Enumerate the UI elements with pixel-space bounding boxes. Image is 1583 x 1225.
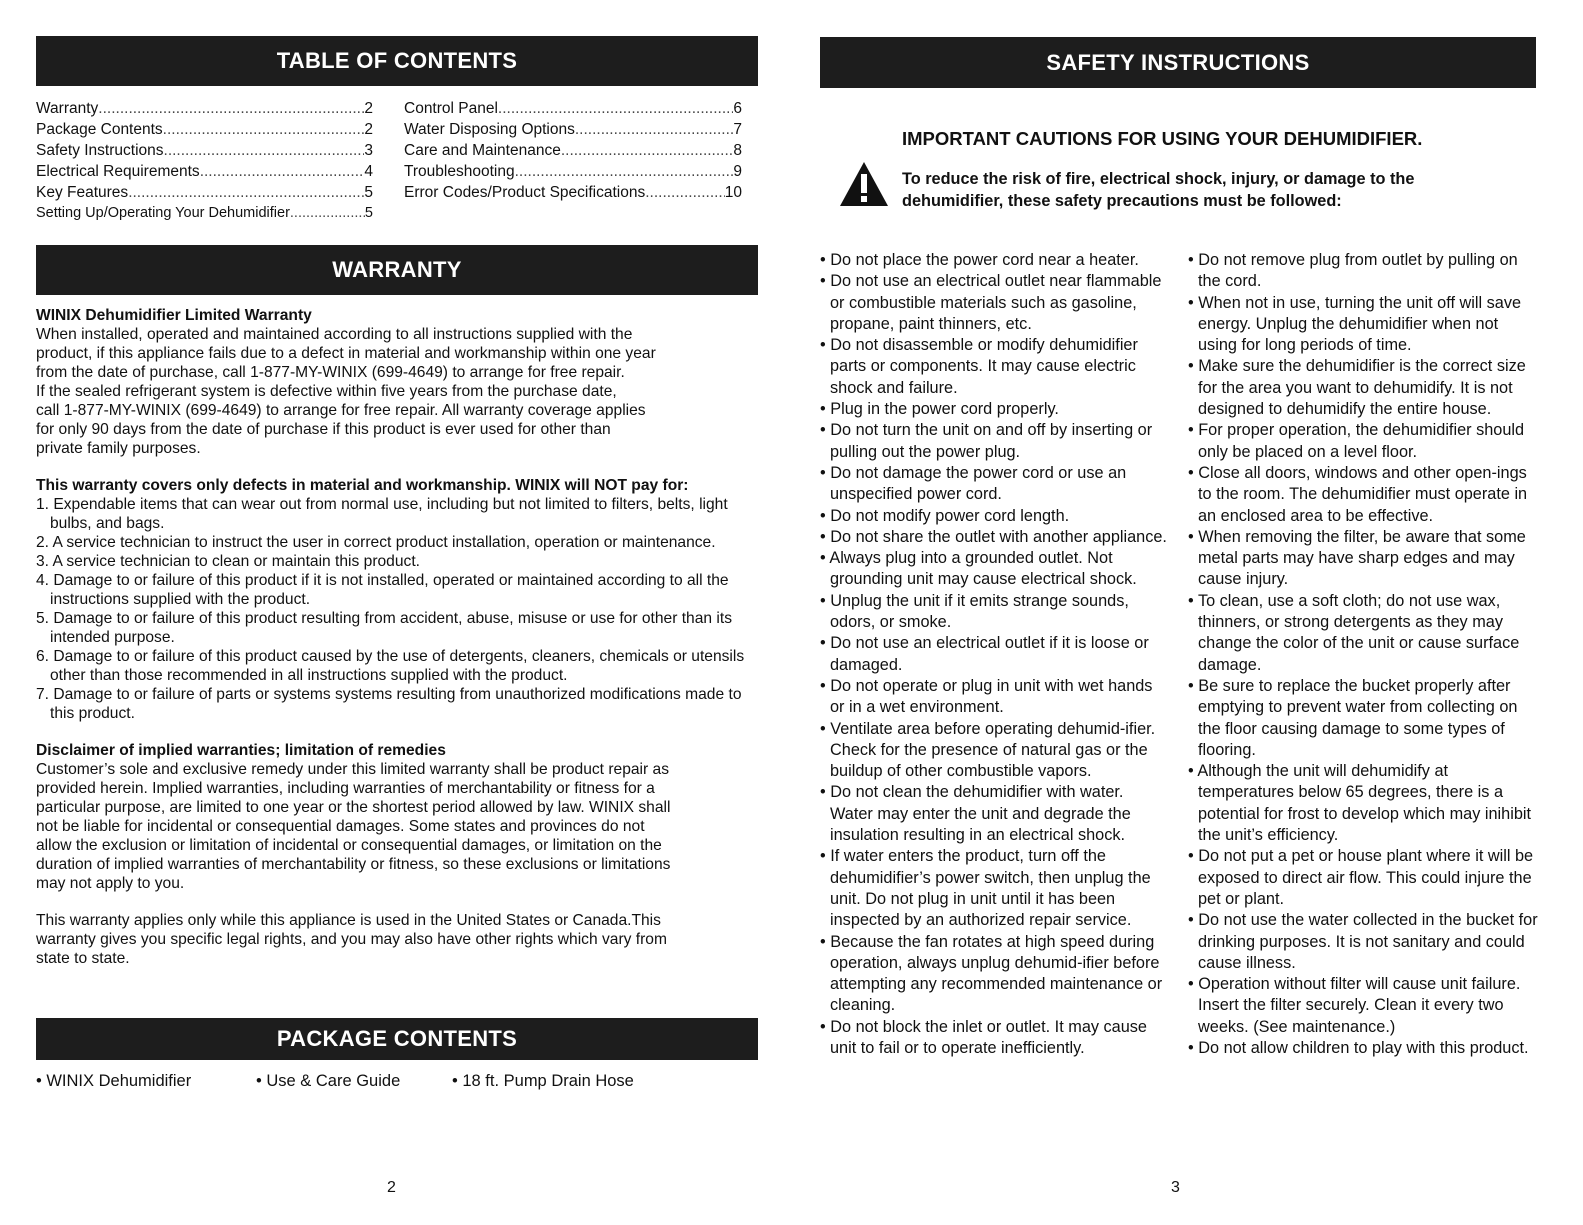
- safety-item: • To clean, use a soft cloth; do not use wax, thinners, or strong detergents as they may change the color of the unit or cause surface damage.: [1188, 591, 1538, 676]
- text-line: call 1-877-MY-WINIX (699-4649) to arrange for free repair. All warranty coverage applies: [36, 402, 646, 419]
- toc-entry-label: Warranty: [36, 100, 99, 117]
- safety-item: • Although the unit will dehumidify at temperatures below 65 degrees, there is a potential for frost to develop which may inihibit the unit’s efficiency.: [1188, 761, 1538, 846]
- safety-item: • Do not turn the unit on and off by inserting or pulling out the power plug.: [820, 420, 1170, 463]
- text-line: private family purposes.: [36, 440, 201, 457]
- toc-entry-page: 10: [724, 184, 742, 201]
- safety-item: • Be sure to replace the bucket properly after emptying to prevent water from collecting on the floor causing damage to some types of flooring.: [1188, 676, 1538, 761]
- safety-item: • Close all doors, windows and other open-ings to the room. The dehumidifier must operate in an enclosed area to be effective.: [1188, 463, 1538, 527]
- warranty-heading: WINIX Dehumidifier Limited Warranty: [36, 307, 312, 324]
- safety-item: • When not in use, turning the unit off will save energy. Unplug the dehumidifier when not using for long periods of time.: [1188, 293, 1538, 357]
- exclusion-item: 6. Damage to or failure of this product caused by the use of detergents, cleaners, chemicals or utensils other than those recommended in all instructions supplied with the product.: [36, 648, 745, 684]
- page-number: 3: [1171, 1179, 1180, 1196]
- text-line: This warranty applies only while this appliance is used in the United States or Canada.This: [36, 912, 661, 929]
- package-item: • 18 ft. Pump Drain Hose: [452, 1072, 634, 1090]
- exclusion-item: 4. Damage to or failure of this product if it is not installed, operated or maintained according to all the instructions supplied with the product.: [36, 572, 729, 608]
- text-line: particular purpose, are limited to one year or the shortest period allowed by law. WINIX shall: [36, 799, 671, 816]
- exclusion-item: 3. A service technician to clean or maintain this product.: [36, 553, 420, 570]
- toc-entry: [36, 140, 373, 161]
- safety-item: • Do not use an electrical outlet near flammable or combustible materials such as gasoline, propane, paint thinners, etc.: [820, 271, 1170, 335]
- covers-heading: This warranty covers only defects in material and workmanship. WINIX will NOT pay for:: [36, 477, 689, 494]
- warranty-paragraph: [36, 325, 758, 458]
- package-banner: PACKAGE CONTENTS: [36, 1018, 758, 1060]
- safety-item: • Do not clean the dehumidifier with water. Water may enter the unit and degrade the insulation resulting in an electrical shock.: [820, 782, 1170, 846]
- text-line: If the sealed refrigerant system is defective within five years from the purchase date,: [36, 383, 617, 400]
- package-item: • WINIX Dehumidifier: [36, 1072, 192, 1090]
- text-line: warranty gives you specific legal rights, and you may also have other rights which vary from: [36, 931, 667, 948]
- toc-entry-page: 5: [364, 205, 373, 221]
- toc-entry-page: 2: [364, 121, 373, 138]
- toc-entry-label: Package Contents: [36, 121, 163, 138]
- right-page: [820, 0, 1536, 1225]
- toc-entry: [404, 140, 742, 161]
- toc-column-1: [36, 98, 373, 224]
- package-item: • Use & Care Guide: [256, 1072, 401, 1090]
- safety-item: • For proper operation, the dehumidifier should only be placed on a level floor.: [1188, 420, 1538, 463]
- safety-item: • Operation without filter will cause unit failure. Insert the filter securely. Clean it every two weeks. (See maintenance.): [1188, 974, 1538, 1038]
- safety-item: • Do not use an electrical outlet if it is loose or damaged.: [820, 633, 1170, 676]
- toc-entry-label: Setting Up/Operating Your Dehumidifier: [36, 205, 290, 221]
- toc-leader-dots: [290, 203, 365, 224]
- exclusion-item: 1. Expendable items that can wear out from normal use, including but not limited to filters, belts, light bulbs, and bags.: [36, 496, 728, 532]
- toc-entry-page: 8: [733, 142, 742, 159]
- toc-entry-label: Key Features: [36, 184, 129, 201]
- toc-entry-page: 7: [733, 121, 742, 138]
- toc-entry-label: Troubleshooting: [404, 163, 515, 180]
- warning-triangle-icon: [838, 160, 890, 208]
- toc-banner: TABLE OF CONTENTS: [36, 36, 758, 86]
- toc-entry-label: Care and Maintenance: [404, 142, 561, 159]
- toc-leader-dots: [515, 161, 734, 182]
- text-line: from the date of purchase, call 1-877-MY-WINIX (699-4649) to arrange for free repair.: [36, 364, 625, 381]
- toc-entry-label: Electrical Requirements: [36, 163, 200, 180]
- safety-item: • Do not place the power cord near a heater.: [820, 250, 1170, 271]
- toc-leader-dots: [498, 98, 733, 119]
- toc-entry: [36, 161, 373, 182]
- safety-item: • Do not allow children to play with this product.: [1188, 1038, 1538, 1059]
- safety-item: • Do not block the inlet or outlet. It may cause unit to fail or to operate inefficiently.: [820, 1017, 1170, 1060]
- safety-item: • Make sure the dehumidifier is the correct size for the area you want to dehumidify. It is not designed to dehumidify the entire house.: [1188, 356, 1538, 420]
- text-line: allow the exclusion or limitation of incidental or consequential damages, or limitation on the: [36, 837, 662, 854]
- text-line: not be liable for incidental or consequential damages. Some states and provinces do not: [36, 818, 645, 835]
- page-number: 2: [387, 1179, 396, 1196]
- toc-entry: [36, 182, 373, 203]
- toc-entry-label: Control Panel: [404, 100, 498, 117]
- safety-item: • Do not disassemble or modify dehumidifier parts or components. It may cause electric shock and failure.: [820, 335, 1170, 399]
- toc-leader-dots: [98, 98, 364, 119]
- safety-item: • Plug in the power cord properly.: [820, 399, 1170, 420]
- text-line: may not apply to you.: [36, 875, 185, 892]
- toc-entry-page: 3: [364, 142, 373, 159]
- toc-leader-dots: [561, 140, 734, 161]
- safety-item: • Do not use the water collected in the bucket for drinking purposes. It is not sanitary and could cause illness.: [1188, 910, 1538, 974]
- toc-entry-page: 2: [364, 100, 373, 117]
- safety-item: • Because the fan rotates at high speed during operation, always unplug dehumid-ifier before attempting any recommended maintenance or cleaning.: [820, 932, 1170, 1017]
- toc-leader-dots: [163, 119, 365, 140]
- safety-item: • Do not put a pet or house plant where it will be exposed to direct air flow. This could injure the pet or plant.: [1188, 846, 1538, 910]
- toc-entry: [36, 98, 373, 119]
- exclusions-list: [36, 495, 758, 723]
- toc-leader-dots: [128, 182, 364, 203]
- toc-leader-dots: [645, 182, 725, 203]
- toc-leader-dots: [575, 119, 734, 140]
- safety-column-2: [1188, 250, 1538, 1059]
- toc-leader-dots: [164, 140, 365, 161]
- warning-line: dehumidifier, these safety precautions must be followed:: [902, 192, 1342, 210]
- safety-item: • Do not operate or plug in unit with wet hands or in a wet environment.: [820, 676, 1170, 719]
- toc-entry-label: Error Codes/Product Specifications: [404, 184, 646, 201]
- exclusion-item: 7. Damage to or failure of parts or systems systems resulting from unauthorized modifications made to this product.: [36, 686, 742, 722]
- toc-entry: [404, 98, 742, 119]
- safety-item: • Do not modify power cord length.: [820, 506, 1170, 527]
- toc-entry: [404, 119, 742, 140]
- text-line: product, if this appliance fails due to a defect in material and workmanship within one year: [36, 345, 656, 362]
- text-line: Customer’s sole and exclusive remedy under this limited warranty shall be product repair as: [36, 761, 669, 778]
- safety-item: • Do not share the outlet with another appliance.: [820, 527, 1170, 548]
- safety-item: • Ventilate area before operating dehumid-ifier. Check for the presence of natural gas or the buildup of other combustible vapors.: [820, 719, 1170, 783]
- toc-entry-page: 4: [364, 163, 373, 180]
- toc-entry: [36, 119, 373, 140]
- toc-column-2: [404, 98, 742, 203]
- safety-item: • Do not damage the power cord or use an unspecified power cord.: [820, 463, 1170, 506]
- toc-leader-dots: [200, 161, 365, 182]
- toc-entry: [404, 161, 742, 182]
- toc-entry-page: 9: [733, 163, 742, 180]
- caution-title: IMPORTANT CAUTIONS FOR USING YOUR DEHUMIDIFIER.: [902, 128, 1423, 149]
- text-line: for only 90 days from the date of purchase if this product is ever used for other than: [36, 421, 611, 438]
- safety-banner: SAFETY INSTRUCTIONS: [820, 37, 1536, 88]
- warranty-body: [36, 306, 758, 968]
- safety-item: • Do not remove plug from outlet by pulling on the cord.: [1188, 250, 1538, 293]
- toc-entry-label: Water Disposing Options: [404, 121, 575, 138]
- toc-entry-page: 5: [364, 184, 373, 201]
- applies-paragraph: [36, 911, 758, 968]
- safety-item: • If water enters the product, turn off the dehumidifier’s power switch, then unplug the unit. Do not plug in unit until it has been inspected by an authorized repair service.: [820, 846, 1170, 931]
- safety-item: • Unplug the unit if it emits strange sounds, odors, or smoke.: [820, 591, 1170, 634]
- disclaimer-heading: Disclaimer of implied warranties; limitation of remedies: [36, 742, 446, 759]
- exclusion-item: 2. A service technician to instruct the user in correct product installation, operation or maintenance.: [36, 534, 716, 551]
- toc-entry: [404, 182, 742, 203]
- toc-entry-page: 6: [733, 100, 742, 117]
- safety-item: • Always plug into a grounded outlet. Not grounding unit may cause electrical shock.: [820, 548, 1170, 591]
- text-line: duration of implied warranties of merchantability or fitness, so these exclusions or limitations: [36, 856, 671, 873]
- safety-column-1: [820, 250, 1170, 1059]
- toc-entry: [36, 203, 373, 224]
- safety-item: • When removing the filter, be aware that some metal parts may have sharp edges and may cause injury.: [1188, 527, 1538, 591]
- exclusion-item: 5. Damage to or failure of this product resulting from accident, abuse, misuse or use for other than its intended purpose.: [36, 610, 733, 646]
- warning-text: [902, 168, 1502, 212]
- text-line: When installed, operated and maintained according to all instructions supplied with the: [36, 326, 633, 343]
- warranty-banner: WARRANTY: [36, 245, 758, 295]
- left-page: [36, 0, 758, 1225]
- text-line: state to state.: [36, 950, 130, 967]
- toc-entry-label: Safety Instructions: [36, 142, 164, 159]
- text-line: provided herein. Implied warranties, including warranties of merchantability or fitness for a: [36, 780, 655, 797]
- disclaimer-paragraph: [36, 760, 758, 893]
- warning-line: To reduce the risk of fire, electrical shock, injury, or damage to the: [902, 170, 1415, 188]
